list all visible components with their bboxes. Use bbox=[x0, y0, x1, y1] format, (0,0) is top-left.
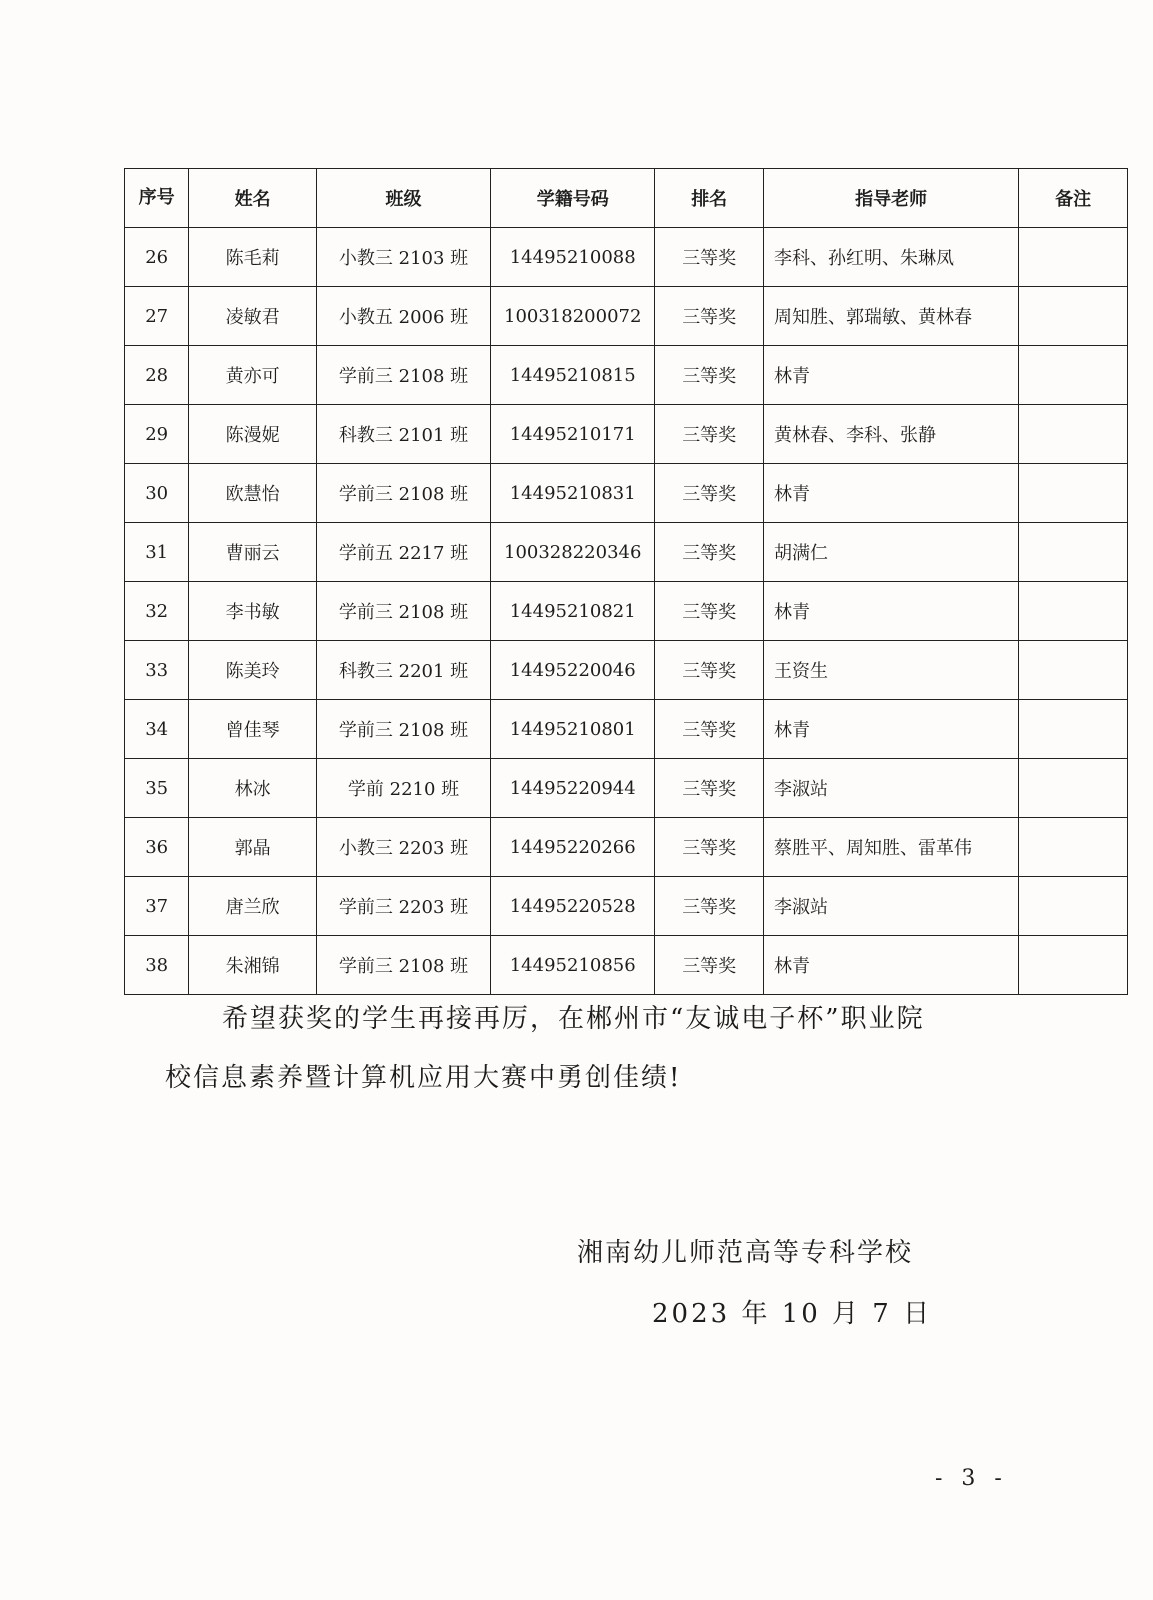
cell-teacher: 李淑站 bbox=[764, 877, 1019, 936]
table-row bbox=[125, 582, 1128, 641]
cell-student-id: 14495210801 bbox=[491, 700, 655, 759]
cell-remark bbox=[1019, 582, 1128, 641]
cell-teacher: 林青 bbox=[764, 936, 1019, 995]
cell-teacher: 王资生 bbox=[764, 641, 1019, 700]
header-teacher: 指导老师 bbox=[764, 169, 1019, 228]
cell-student-id: 14495220046 bbox=[491, 641, 655, 700]
signature-school: 湘南幼儿师范高等专科学校 bbox=[577, 1238, 914, 1268]
cell-teacher: 林青 bbox=[764, 700, 1019, 759]
header-class: 班级 bbox=[316, 169, 490, 228]
cell-teacher: 黄林春、李科、张静 bbox=[764, 405, 1019, 464]
awards-table bbox=[124, 168, 1128, 995]
cell-name: 陈漫妮 bbox=[189, 405, 317, 464]
cell-teacher: 林青 bbox=[764, 346, 1019, 405]
header-rank: 排名 bbox=[655, 169, 764, 228]
cell-class: 小教三 2203 班 bbox=[316, 818, 490, 877]
cell-remark bbox=[1019, 405, 1128, 464]
cell-seq: 32 bbox=[125, 582, 189, 641]
cell-name: 郭晶 bbox=[189, 818, 317, 877]
cell-name: 朱湘锦 bbox=[189, 936, 317, 995]
cell-rank: 三等奖 bbox=[655, 523, 764, 582]
table-row bbox=[125, 346, 1128, 405]
cell-seq: 33 bbox=[125, 641, 189, 700]
cell-class: 小教三 2103 班 bbox=[316, 228, 490, 287]
cell-remark bbox=[1019, 759, 1128, 818]
cell-remark bbox=[1019, 936, 1128, 995]
cell-name: 李书敏 bbox=[189, 582, 317, 641]
cell-class: 学前三 2108 班 bbox=[316, 936, 490, 995]
cell-rank: 三等奖 bbox=[655, 700, 764, 759]
cell-remark bbox=[1019, 228, 1128, 287]
cell-class: 学前三 2203 班 bbox=[316, 877, 490, 936]
closing-paragraph-line-2: 校信息素养暨计算机应用大赛中勇创佳绩! bbox=[165, 1063, 682, 1093]
cell-seq: 38 bbox=[125, 936, 189, 995]
cell-student-id: 14495220266 bbox=[491, 818, 655, 877]
cell-student-id: 14495220528 bbox=[491, 877, 655, 936]
header-remark: 备注 bbox=[1019, 169, 1128, 228]
cell-name: 陈美玲 bbox=[189, 641, 317, 700]
cell-remark bbox=[1019, 818, 1128, 877]
cell-student-id: 14495210821 bbox=[491, 582, 655, 641]
cell-class: 学前三 2108 班 bbox=[316, 700, 490, 759]
cell-name: 唐兰欣 bbox=[189, 877, 317, 936]
cell-class: 学前 2210 班 bbox=[316, 759, 490, 818]
cell-remark bbox=[1019, 641, 1128, 700]
cell-seq: 36 bbox=[125, 818, 189, 877]
cell-teacher: 周知胜、郭瑞敏、黄林春 bbox=[764, 287, 1019, 346]
cell-class: 科教三 2101 班 bbox=[316, 405, 490, 464]
table-header-row bbox=[125, 169, 1128, 228]
cell-seq: 34 bbox=[125, 700, 189, 759]
header-name: 姓名 bbox=[189, 169, 317, 228]
cell-seq: 35 bbox=[125, 759, 189, 818]
cell-rank: 三等奖 bbox=[655, 346, 764, 405]
cell-remark bbox=[1019, 287, 1128, 346]
cell-teacher: 林青 bbox=[764, 464, 1019, 523]
table-row bbox=[125, 877, 1128, 936]
cell-student-id: 14495210815 bbox=[491, 346, 655, 405]
cell-name: 陈毛莉 bbox=[189, 228, 317, 287]
cell-student-id: 14495220944 bbox=[491, 759, 655, 818]
cell-remark bbox=[1019, 700, 1128, 759]
cell-seq: 28 bbox=[125, 346, 189, 405]
cell-remark bbox=[1019, 877, 1128, 936]
cell-rank: 三等奖 bbox=[655, 464, 764, 523]
cell-seq: 26 bbox=[125, 228, 189, 287]
cell-name: 曾佳琴 bbox=[189, 700, 317, 759]
cell-name: 黄亦可 bbox=[189, 346, 317, 405]
table-row bbox=[125, 641, 1128, 700]
cell-class: 学前五 2217 班 bbox=[316, 523, 490, 582]
cell-student-id: 14495210831 bbox=[491, 464, 655, 523]
cell-name: 曹丽云 bbox=[189, 523, 317, 582]
page-number: - 3 - bbox=[935, 1466, 1008, 1491]
table-row bbox=[125, 405, 1128, 464]
cell-rank: 三等奖 bbox=[655, 877, 764, 936]
table-row bbox=[125, 818, 1128, 877]
cell-class: 科教三 2201 班 bbox=[316, 641, 490, 700]
cell-teacher: 李科、孙红明、朱琳凤 bbox=[764, 228, 1019, 287]
table-row bbox=[125, 700, 1128, 759]
table-body bbox=[125, 228, 1128, 995]
cell-name: 欧慧怡 bbox=[189, 464, 317, 523]
cell-seq: 29 bbox=[125, 405, 189, 464]
cell-remark bbox=[1019, 464, 1128, 523]
cell-rank: 三等奖 bbox=[655, 818, 764, 877]
cell-rank: 三等奖 bbox=[655, 405, 764, 464]
cell-teacher: 蔡胜平、周知胜、雷革伟 bbox=[764, 818, 1019, 877]
header-seq: 序号 bbox=[125, 169, 189, 228]
table-row bbox=[125, 464, 1128, 523]
cell-seq: 30 bbox=[125, 464, 189, 523]
cell-rank: 三等奖 bbox=[655, 287, 764, 346]
cell-class: 小教五 2006 班 bbox=[316, 287, 490, 346]
cell-seq: 31 bbox=[125, 523, 189, 582]
cell-rank: 三等奖 bbox=[655, 641, 764, 700]
cell-rank: 三等奖 bbox=[655, 759, 764, 818]
cell-seq: 27 bbox=[125, 287, 189, 346]
table-row bbox=[125, 287, 1128, 346]
cell-rank: 三等奖 bbox=[655, 936, 764, 995]
cell-student-id: 14495210171 bbox=[491, 405, 655, 464]
cell-seq: 37 bbox=[125, 877, 189, 936]
cell-rank: 三等奖 bbox=[655, 582, 764, 641]
table-row bbox=[125, 936, 1128, 995]
table-row bbox=[125, 523, 1128, 582]
signature-date: 2023 年 10 月 7 日 bbox=[652, 1299, 933, 1329]
cell-student-id: 100328220346 bbox=[491, 523, 655, 582]
cell-student-id: 14495210088 bbox=[491, 228, 655, 287]
cell-student-id: 14495210856 bbox=[491, 936, 655, 995]
cell-remark bbox=[1019, 346, 1128, 405]
closing-paragraph-line-1: 希望获奖的学生再接再厉，在郴州市“友诚电子杯”职业院 bbox=[222, 1004, 925, 1034]
cell-rank: 三等奖 bbox=[655, 228, 764, 287]
cell-name: 凌敏君 bbox=[189, 287, 317, 346]
cell-remark bbox=[1019, 523, 1128, 582]
cell-student-id: 100318200072 bbox=[491, 287, 655, 346]
table-row bbox=[125, 228, 1128, 287]
header-student-id: 学籍号码 bbox=[491, 169, 655, 228]
cell-class: 学前三 2108 班 bbox=[316, 464, 490, 523]
table-row bbox=[125, 759, 1128, 818]
cell-teacher: 胡满仁 bbox=[764, 523, 1019, 582]
cell-name: 林冰 bbox=[189, 759, 317, 818]
cell-class: 学前三 2108 班 bbox=[316, 346, 490, 405]
cell-class: 学前三 2108 班 bbox=[316, 582, 490, 641]
cell-teacher: 李淑站 bbox=[764, 759, 1019, 818]
cell-teacher: 林青 bbox=[764, 582, 1019, 641]
